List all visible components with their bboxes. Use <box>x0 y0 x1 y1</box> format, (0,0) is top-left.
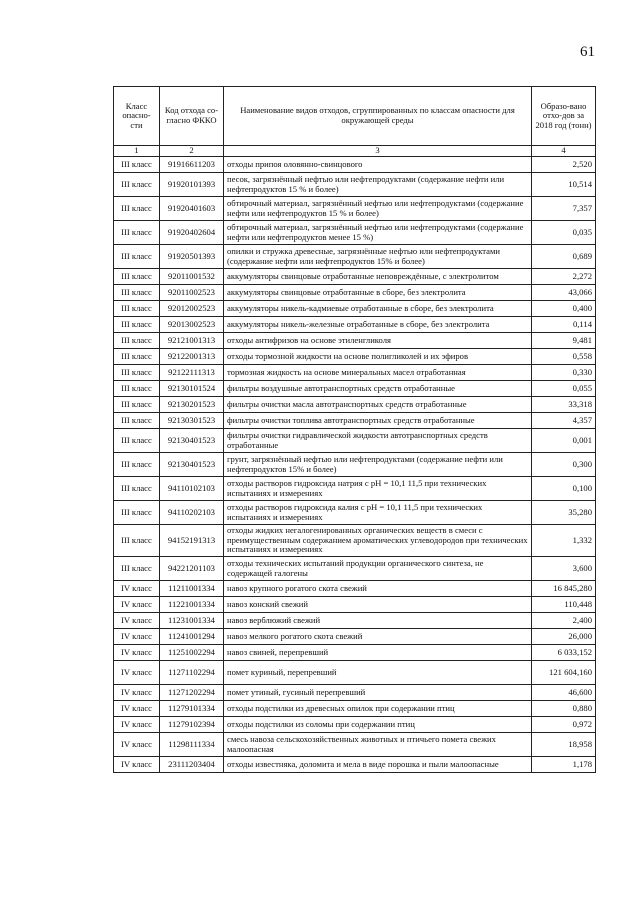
table-cell-name: отходы растворов гидроксида калия с pH = 10,1 11,5 при технических испытаниях и измерениях <box>224 501 532 525</box>
table-cell-code: 11279102394 <box>160 717 224 733</box>
table-row <box>114 269 596 285</box>
table-cell-quantity: 0,035 <box>532 221 596 245</box>
header-row <box>114 87 596 146</box>
table-row <box>114 453 596 477</box>
header-code: Код отхода со-гласно ФККО <box>160 87 224 146</box>
table-cell-quantity: 0,880 <box>532 701 596 717</box>
table-cell-quantity: 10,514 <box>532 173 596 197</box>
table-row <box>114 557 596 581</box>
table-cell-quantity: 7,357 <box>532 197 596 221</box>
table-cell-quantity: 0,114 <box>532 317 596 333</box>
table-cell-class: III класс <box>114 157 160 173</box>
table-cell-code: 92012002523 <box>160 301 224 317</box>
page-number: 61 <box>580 44 595 60</box>
table-row <box>114 701 596 717</box>
table-cell-code: 11211001334 <box>160 581 224 597</box>
column-number: 2 <box>160 146 224 157</box>
table-cell-class: IV класс <box>114 645 160 661</box>
table-cell-class: IV класс <box>114 613 160 629</box>
table-cell-code: 91916611203 <box>160 157 224 173</box>
table-cell-name: фильтры воздушные автотранспортных средств отработанные <box>224 381 532 397</box>
table-row <box>114 477 596 501</box>
table-cell-name: аккумуляторы никель-железные отработанные в сборе, без электролита <box>224 317 532 333</box>
table-cell-code: 92122111313 <box>160 365 224 381</box>
table-cell-quantity: 4,357 <box>532 413 596 429</box>
waste-table <box>113 86 596 773</box>
table-row <box>114 757 596 773</box>
table-cell-class: III класс <box>114 245 160 269</box>
table-cell-class: III класс <box>114 413 160 429</box>
table-cell-code: 91920501393 <box>160 245 224 269</box>
table-row <box>114 717 596 733</box>
table-row <box>114 157 596 173</box>
table-cell-name: отходы тормозной жидкости на основе полигликолей и их эфиров <box>224 349 532 365</box>
table-cell-class: IV класс <box>114 597 160 613</box>
table-cell-quantity: 0,330 <box>532 365 596 381</box>
table-cell-class: III класс <box>114 525 160 557</box>
table-cell-code: 92121001313 <box>160 333 224 349</box>
table-cell-quantity: 16 845,280 <box>532 581 596 597</box>
column-number-row <box>114 146 596 157</box>
table-cell-class: IV класс <box>114 701 160 717</box>
table-cell-class: IV класс <box>114 733 160 757</box>
header-name: Наименование видов отходов, сгруппированных по классам опасности для окружающей среды <box>224 87 532 146</box>
table-row <box>114 317 596 333</box>
table-cell-quantity: 26,000 <box>532 629 596 645</box>
table-cell-name: обтирочный материал, загрязнённый нефтью или нефтепродуктами (содержание нефти или нефтепродуктов менее 15 %) <box>224 221 532 245</box>
table-row <box>114 381 596 397</box>
table-cell-name: отходы растворов гидроксида натрия с pH = 10,1 11,5 при технических испытаниях и измерениях <box>224 477 532 501</box>
table-cell-name: аккумуляторы свинцовые отработанные неповреждённые, с электролитом <box>224 269 532 285</box>
table-cell-code: 11298111334 <box>160 733 224 757</box>
table-cell-name: отходы жидких негалогенированных органических веществ в смеси с преимущественным содержанием ароматических углеводородов при технических испытаниях и измерениях <box>224 525 532 557</box>
table-row <box>114 221 596 245</box>
table-cell-quantity: 43,066 <box>532 285 596 301</box>
table-cell-quantity: 0,558 <box>532 349 596 365</box>
table-cell-quantity: 1,178 <box>532 757 596 773</box>
table-cell-code: 92130301523 <box>160 413 224 429</box>
table-cell-quantity: 0,400 <box>532 301 596 317</box>
table-cell-name: помет утиный, гусиный перепревший <box>224 685 532 701</box>
table-cell-quantity: 0,001 <box>532 429 596 453</box>
table-row <box>114 613 596 629</box>
table-cell-name: навоз верблюжий свежий <box>224 613 532 629</box>
table-cell-code: 94221201103 <box>160 557 224 581</box>
table-cell-name: фильтры очистки топлива автотранспортных средств отработанные <box>224 413 532 429</box>
table-cell-code: 91920101393 <box>160 173 224 197</box>
table-cell-name: фильтры очистки гидравлической жидкости автотранспортных средств отработанные <box>224 429 532 453</box>
table-row <box>114 501 596 525</box>
table-cell-name: аккумуляторы свинцовые отработанные в сборе, без электролита <box>224 285 532 301</box>
table-cell-class: III класс <box>114 365 160 381</box>
table-row <box>114 685 596 701</box>
table-cell-class: III класс <box>114 317 160 333</box>
table-cell-code: 94110102103 <box>160 477 224 501</box>
column-number: 4 <box>532 146 596 157</box>
table-cell-code: 92130401523 <box>160 453 224 477</box>
table-cell-name: смесь навоза сельскохозяйственных животных и птичьего помета свежих малоопасная <box>224 733 532 757</box>
table-row <box>114 661 596 685</box>
table-cell-quantity: 33,318 <box>532 397 596 413</box>
table-cell-name: грунт, загрязнённый нефтью или нефтепродуктами (содержание нефти или нефтепродуктов 15% и более) <box>224 453 532 477</box>
table-row <box>114 597 596 613</box>
table-cell-code: 11271102294 <box>160 661 224 685</box>
table-cell-code: 92130101524 <box>160 381 224 397</box>
table-cell-name: навоз мелкого рогатого скота свежий <box>224 629 532 645</box>
table-cell-code: 91920401603 <box>160 197 224 221</box>
column-number: 3 <box>224 146 532 157</box>
table-cell-code: 11231001334 <box>160 613 224 629</box>
table-cell-class: III класс <box>114 197 160 221</box>
table-cell-quantity: 3,600 <box>532 557 596 581</box>
table-cell-class: III класс <box>114 381 160 397</box>
table-cell-class: III класс <box>114 221 160 245</box>
table-row <box>114 397 596 413</box>
table-row <box>114 733 596 757</box>
table-cell-quantity: 2,400 <box>532 613 596 629</box>
table-row <box>114 413 596 429</box>
table-cell-code: 11221001334 <box>160 597 224 613</box>
table-cell-quantity: 121 604,160 <box>532 661 596 685</box>
table-cell-quantity: 18,958 <box>532 733 596 757</box>
table-cell-code: 92122001313 <box>160 349 224 365</box>
table-cell-code: 92011002523 <box>160 285 224 301</box>
table-cell-class: IV класс <box>114 685 160 701</box>
table-cell-quantity: 0,972 <box>532 717 596 733</box>
table-cell-class: III класс <box>114 285 160 301</box>
table-row <box>114 197 596 221</box>
table-cell-name: фильтры очистки масла автотранспортных средств отработанные <box>224 397 532 413</box>
table-cell-code: 92013002523 <box>160 317 224 333</box>
table-row <box>114 525 596 557</box>
table-cell-code: 11251002294 <box>160 645 224 661</box>
table-cell-name: тормозная жидкость на основе минеральных масел отработанная <box>224 365 532 381</box>
table-cell-quantity: 6 033,152 <box>532 645 596 661</box>
table-cell-name: отходы известняка, доломита и мела в виде порошка и пыли малоопасные <box>224 757 532 773</box>
table-cell-class: III класс <box>114 349 160 365</box>
table-cell-quantity: 110,448 <box>532 597 596 613</box>
table-cell-name: помет куриный, перепревший <box>224 661 532 685</box>
table-cell-quantity: 0,300 <box>532 453 596 477</box>
table-cell-code: 11241001294 <box>160 629 224 645</box>
table-cell-name: песок, загрязнённый нефтью или нефтепродуктами (содержание нефти или нефтепродуктов 15 % и более) <box>224 173 532 197</box>
table-row <box>114 645 596 661</box>
table-cell-class: III класс <box>114 333 160 349</box>
table-row <box>114 365 596 381</box>
table-cell-quantity: 35,280 <box>532 501 596 525</box>
table-cell-code: 94152191313 <box>160 525 224 557</box>
table-cell-quantity: 46,600 <box>532 685 596 701</box>
table-cell-code: 91920402604 <box>160 221 224 245</box>
table-row <box>114 245 596 269</box>
table-row <box>114 333 596 349</box>
table-cell-name: навоз свиней, перепревший <box>224 645 532 661</box>
table-cell-name: отходы технических испытаний продукции органического синтеза, не содержащей галогены <box>224 557 532 581</box>
table-cell-code: 92130201523 <box>160 397 224 413</box>
table-cell-class: IV класс <box>114 717 160 733</box>
table-cell-class: III класс <box>114 173 160 197</box>
table-cell-code: 94110202103 <box>160 501 224 525</box>
table-cell-class: III класс <box>114 501 160 525</box>
header-class: Класс опасно-сти <box>114 87 160 146</box>
table-row <box>114 301 596 317</box>
table-cell-code: 23111203404 <box>160 757 224 773</box>
table-cell-quantity: 9,481 <box>532 333 596 349</box>
table-cell-name: опилки и стружка древесные, загрязнённые нефтью или нефтепродуктами (содержание нефти или нефтепродуктов 15% и более) <box>224 245 532 269</box>
table-cell-quantity: 1,332 <box>532 525 596 557</box>
table-cell-code: 92011001532 <box>160 269 224 285</box>
table-cell-name: навоз крупного рогатого скота свежий <box>224 581 532 597</box>
table-cell-name: отходы антифризов на основе этиленгликоля <box>224 333 532 349</box>
table-cell-class: III класс <box>114 557 160 581</box>
table-cell-code: 92130401523 <box>160 429 224 453</box>
table-cell-quantity: 0,055 <box>532 381 596 397</box>
table-cell-quantity: 0,100 <box>532 477 596 501</box>
table-cell-quantity: 0,689 <box>532 245 596 269</box>
table-body <box>114 157 596 773</box>
table-cell-quantity: 2,272 <box>532 269 596 285</box>
table-cell-class: III класс <box>114 269 160 285</box>
table-cell-name: обтирочный материал, загрязнённый нефтью или нефтепродуктами (содержание нефти или нефтепродуктов 15 % и более) <box>224 197 532 221</box>
table-cell-name: аккумуляторы никель-кадмиевые отработанные в сборе, без электролита <box>224 301 532 317</box>
table-cell-quantity: 2,520 <box>532 157 596 173</box>
table-cell-code: 11279101334 <box>160 701 224 717</box>
table-cell-code: 11271202294 <box>160 685 224 701</box>
table-cell-name: отходы припоя оловянно-свинцового <box>224 157 532 173</box>
table-cell-name: навоз конский свежий <box>224 597 532 613</box>
column-number: 1 <box>114 146 160 157</box>
table-row <box>114 349 596 365</box>
table-row <box>114 173 596 197</box>
header-quantity: Образо-вано отхо-дов за 2018 год (тонн) <box>532 87 596 146</box>
table-cell-class: III класс <box>114 477 160 501</box>
table-row <box>114 581 596 597</box>
table-cell-class: III класс <box>114 301 160 317</box>
table-cell-class: IV класс <box>114 757 160 773</box>
table-cell-class: III класс <box>114 453 160 477</box>
table-cell-class: III класс <box>114 429 160 453</box>
table-cell-class: IV класс <box>114 581 160 597</box>
table-cell-name: отходы подстилки из древесных опилок при содержании птиц <box>224 701 532 717</box>
table-cell-class: IV класс <box>114 661 160 685</box>
table-cell-class: III класс <box>114 397 160 413</box>
table-row <box>114 429 596 453</box>
table-row <box>114 629 596 645</box>
table-cell-name: отходы подстилки из соломы при содержании птиц <box>224 717 532 733</box>
table-row <box>114 285 596 301</box>
table-cell-class: IV класс <box>114 629 160 645</box>
